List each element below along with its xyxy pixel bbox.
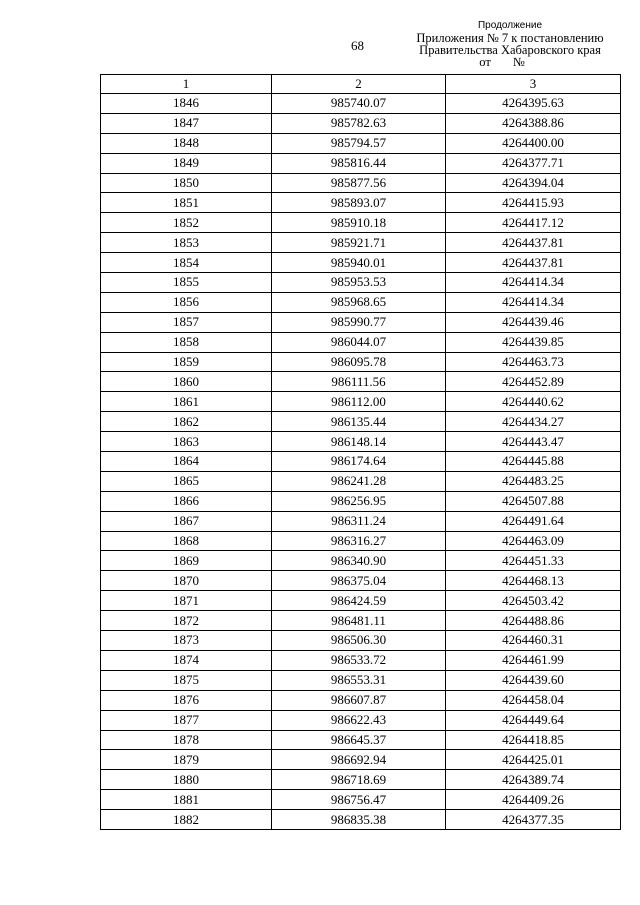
table-row (101, 372, 621, 392)
cell-point-number: 1853 (101, 233, 272, 253)
cell-x-coordinate: 985940.01 (272, 253, 446, 273)
table-row (101, 412, 621, 432)
table-row (101, 233, 621, 253)
table-row (101, 452, 621, 472)
table-row (101, 392, 621, 412)
cell-x-coordinate: 986112.00 (272, 392, 446, 412)
cell-point-number: 1850 (101, 173, 272, 193)
cell-x-coordinate: 986148.14 (272, 432, 446, 452)
table-row (101, 352, 621, 372)
coordinates-table (100, 74, 621, 830)
cell-x-coordinate: 986718.69 (272, 770, 446, 790)
cell-x-coordinate: 986044.07 (272, 332, 446, 352)
cell-y-coordinate: 4264483.25 (446, 471, 621, 491)
cell-x-coordinate: 985990.77 (272, 312, 446, 332)
cell-point-number: 1875 (101, 670, 272, 690)
table-row (101, 94, 621, 114)
cell-y-coordinate: 4264439.46 (446, 312, 621, 332)
cell-y-coordinate: 4264439.85 (446, 332, 621, 352)
cell-point-number: 1859 (101, 352, 272, 372)
cell-x-coordinate: 986135.44 (272, 412, 446, 432)
cell-y-coordinate: 4264425.01 (446, 750, 621, 770)
table-row (101, 471, 621, 491)
header-number-label: № (512, 55, 525, 69)
cell-y-coordinate: 4264463.09 (446, 531, 621, 551)
table-row (101, 770, 621, 790)
cell-point-number: 1847 (101, 113, 272, 133)
cell-x-coordinate: 986506.30 (272, 631, 446, 651)
table-row (101, 690, 621, 710)
cell-x-coordinate: 986481.11 (272, 611, 446, 631)
cell-point-number: 1873 (101, 631, 272, 651)
table-row (101, 153, 621, 173)
cell-x-coordinate: 985740.07 (272, 94, 446, 114)
cell-x-coordinate: 985816.44 (272, 153, 446, 173)
table-row (101, 710, 621, 730)
cell-point-number: 1876 (101, 690, 272, 710)
cell-y-coordinate: 4264440.62 (446, 392, 621, 412)
cell-x-coordinate: 986340.90 (272, 551, 446, 571)
cell-point-number: 1858 (101, 332, 272, 352)
document-header (400, 20, 620, 68)
cell-point-number: 1870 (101, 571, 272, 591)
header-appendix-line: Приложения № 7 к постановлению (416, 31, 604, 45)
cell-y-coordinate: 4264452.89 (446, 372, 621, 392)
cell-y-coordinate: 4264395.63 (446, 94, 621, 114)
cell-y-coordinate: 4264503.42 (446, 591, 621, 611)
table-row (101, 273, 621, 293)
table-row (101, 173, 621, 193)
table-body (101, 94, 621, 830)
cell-x-coordinate: 986835.38 (272, 810, 446, 830)
cell-x-coordinate: 986607.87 (272, 690, 446, 710)
table-row (101, 531, 621, 551)
cell-point-number: 1871 (101, 591, 272, 611)
cell-point-number: 1878 (101, 730, 272, 750)
table-row (101, 253, 621, 273)
cell-y-coordinate: 4264415.93 (446, 193, 621, 213)
cell-x-coordinate: 986241.28 (272, 471, 446, 491)
table-row (101, 193, 621, 213)
header-continuation: Продолжение (477, 20, 543, 31)
cell-x-coordinate: 986174.64 (272, 452, 446, 472)
cell-x-coordinate: 986645.37 (272, 730, 446, 750)
cell-point-number: 1867 (101, 511, 272, 531)
column-header-point: 1 (101, 75, 272, 94)
cell-x-coordinate: 985953.53 (272, 273, 446, 293)
cell-x-coordinate: 986692.94 (272, 750, 446, 770)
cell-x-coordinate: 985910.18 (272, 213, 446, 233)
table-row (101, 670, 621, 690)
cell-y-coordinate: 4264388.86 (446, 113, 621, 133)
cell-x-coordinate: 986316.27 (272, 531, 446, 551)
cell-x-coordinate: 985877.56 (272, 173, 446, 193)
cell-x-coordinate: 985794.57 (272, 133, 446, 153)
cell-point-number: 1862 (101, 412, 272, 432)
column-header-x: 2 (272, 75, 446, 94)
cell-x-coordinate: 986375.04 (272, 571, 446, 591)
table-row (101, 491, 621, 511)
table-row (101, 312, 621, 332)
cell-x-coordinate: 985968.65 (272, 292, 446, 312)
table-row (101, 432, 621, 452)
cell-y-coordinate: 4264400.00 (446, 133, 621, 153)
cell-y-coordinate: 4264437.81 (446, 233, 621, 253)
cell-x-coordinate: 986622.43 (272, 710, 446, 730)
cell-y-coordinate: 4264417.12 (446, 213, 621, 233)
cell-y-coordinate: 4264449.64 (446, 710, 621, 730)
table-row (101, 571, 621, 591)
table-row (101, 650, 621, 670)
cell-y-coordinate: 4264445.88 (446, 452, 621, 472)
cell-point-number: 1865 (101, 471, 272, 491)
cell-y-coordinate: 4264443.47 (446, 432, 621, 452)
table-row (101, 213, 621, 233)
cell-point-number: 1852 (101, 213, 272, 233)
cell-y-coordinate: 4264461.99 (446, 650, 621, 670)
cell-y-coordinate: 4264377.71 (446, 153, 621, 173)
cell-point-number: 1863 (101, 432, 272, 452)
cell-x-coordinate: 986533.72 (272, 650, 446, 670)
cell-y-coordinate: 4264394.04 (446, 173, 621, 193)
cell-y-coordinate: 4264507.88 (446, 491, 621, 511)
cell-y-coordinate: 4264439.60 (446, 670, 621, 690)
cell-point-number: 1864 (101, 452, 272, 472)
cell-y-coordinate: 4264458.04 (446, 690, 621, 710)
cell-y-coordinate: 4264389.74 (446, 770, 621, 790)
cell-y-coordinate: 4264460.31 (446, 631, 621, 651)
cell-y-coordinate: 4264414.34 (446, 273, 621, 293)
cell-x-coordinate: 986311.24 (272, 511, 446, 531)
table-row (101, 551, 621, 571)
header-from-label: от (479, 55, 491, 69)
cell-x-coordinate: 986424.59 (272, 591, 446, 611)
cell-x-coordinate: 986256.95 (272, 491, 446, 511)
cell-point-number: 1882 (101, 810, 272, 830)
cell-y-coordinate: 4264434.27 (446, 412, 621, 432)
table-row (101, 631, 621, 651)
cell-point-number: 1851 (101, 193, 272, 213)
cell-point-number: 1877 (101, 710, 272, 730)
cell-point-number: 1856 (101, 292, 272, 312)
cell-x-coordinate: 985893.07 (272, 193, 446, 213)
page-number: 68 (351, 38, 364, 53)
cell-y-coordinate: 4264409.26 (446, 790, 621, 810)
table-row (101, 810, 621, 830)
table-row (101, 113, 621, 133)
column-header-y: 3 (446, 75, 621, 94)
cell-x-coordinate: 985921.71 (272, 233, 446, 253)
cell-x-coordinate: 986111.56 (272, 372, 446, 392)
cell-point-number: 1868 (101, 531, 272, 551)
header-date-number-line (400, 56, 620, 68)
cell-y-coordinate: 4264437.81 (446, 253, 621, 273)
cell-x-coordinate: 986756.47 (272, 790, 446, 810)
cell-point-number: 1881 (101, 790, 272, 810)
cell-point-number: 1849 (101, 153, 272, 173)
cell-point-number: 1860 (101, 372, 272, 392)
cell-point-number: 1855 (101, 273, 272, 293)
table-row (101, 730, 621, 750)
cell-y-coordinate: 4264418.85 (446, 730, 621, 750)
cell-point-number: 1861 (101, 392, 272, 412)
cell-y-coordinate: 4264468.13 (446, 571, 621, 591)
table-row (101, 750, 621, 770)
table-row (101, 511, 621, 531)
cell-point-number: 1848 (101, 133, 272, 153)
cell-y-coordinate: 4264377.35 (446, 810, 621, 830)
cell-y-coordinate: 4264451.33 (446, 551, 621, 571)
cell-point-number: 1874 (101, 650, 272, 670)
table-row (101, 292, 621, 312)
header-government-line: Правительства Хабаровского края (419, 43, 601, 57)
cell-point-number: 1866 (101, 491, 272, 511)
table-row (101, 790, 621, 810)
table-row (101, 332, 621, 352)
table-row (101, 591, 621, 611)
cell-y-coordinate: 4264414.34 (446, 292, 621, 312)
cell-point-number: 1846 (101, 94, 272, 114)
cell-x-coordinate: 985782.63 (272, 113, 446, 133)
table-row (101, 133, 621, 153)
cell-point-number: 1857 (101, 312, 272, 332)
cell-x-coordinate: 986095.78 (272, 352, 446, 372)
cell-point-number: 1869 (101, 551, 272, 571)
cell-x-coordinate: 986553.31 (272, 670, 446, 690)
cell-y-coordinate: 4264491.64 (446, 511, 621, 531)
cell-point-number: 1854 (101, 253, 272, 273)
cell-point-number: 1879 (101, 750, 272, 770)
cell-point-number: 1872 (101, 611, 272, 631)
cell-y-coordinate: 4264488.86 (446, 611, 621, 631)
table-header-row (101, 75, 621, 94)
table-row (101, 611, 621, 631)
cell-y-coordinate: 4264463.73 (446, 352, 621, 372)
cell-point-number: 1880 (101, 770, 272, 790)
